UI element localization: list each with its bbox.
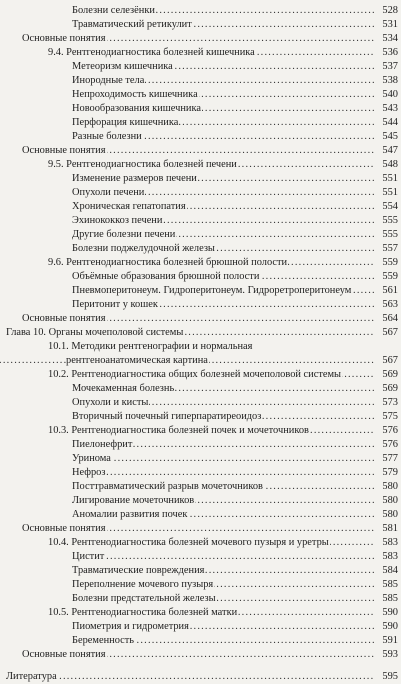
toc-entry-title: 10.4. Рентгенодиагностика болезней мочевого пузыря и уретры xyxy=(48,537,329,548)
toc-entry-page-number: 580 xyxy=(382,509,398,520)
toc-entry[interactable] xyxy=(0,158,401,172)
toc-entry[interactable] xyxy=(0,550,401,564)
toc-entry[interactable] xyxy=(0,270,401,284)
toc-entry-page-number: 595 xyxy=(382,671,398,682)
toc-entry[interactable] xyxy=(0,340,401,354)
toc-entry[interactable] xyxy=(0,88,401,102)
toc-entry[interactable] xyxy=(0,466,401,480)
toc-entry[interactable] xyxy=(0,648,401,662)
toc-entry-title: Пиелонефрит xyxy=(72,439,133,450)
toc-entry-title: Перитонит у кошек xyxy=(72,299,158,310)
toc-entry[interactable] xyxy=(0,312,401,326)
toc-entry[interactable] xyxy=(0,32,401,46)
toc-entry[interactable] xyxy=(0,354,401,368)
toc-entry[interactable] xyxy=(0,116,401,130)
toc-entry[interactable] xyxy=(0,382,401,396)
toc-entry-page-number: 551 xyxy=(382,187,398,198)
toc-entry-title: Болезни предстательной железы xyxy=(72,593,216,604)
toc-entry[interactable] xyxy=(0,620,401,634)
toc-entry-page-number: 576 xyxy=(382,439,398,450)
toc-entry-page-number: 569 xyxy=(382,383,398,394)
toc-entry[interactable] xyxy=(0,438,401,452)
toc-entry-page-number: 543 xyxy=(382,103,398,114)
toc-entry[interactable] xyxy=(0,410,401,424)
toc-entry-page-number: 567 xyxy=(382,327,398,338)
toc-entry-page-number: 564 xyxy=(382,313,398,324)
toc-entry-title: Другие болезни печени xyxy=(72,229,176,240)
toc-entry[interactable] xyxy=(0,452,401,466)
toc-entry-title: Посттравматический разрыв мочеточников xyxy=(72,481,263,492)
toc-entry-page-number: 559 xyxy=(382,271,398,282)
toc-entry-page-number: 551 xyxy=(382,173,398,184)
dot-leader xyxy=(72,550,375,564)
toc-entry-title: Пиометрия и гидрометрия xyxy=(72,621,189,632)
dot-leader xyxy=(72,452,375,466)
toc-entry-page-number: 584 xyxy=(382,565,398,576)
toc-entry-title: Новообразования кишечника xyxy=(72,103,201,114)
toc-entry-title: Опухоли и кисты xyxy=(72,397,149,408)
toc-entry-title: Основные понятия xyxy=(22,33,106,44)
toc-entry-title: 9.4. Рентгенодиагностика болезней кишечника xyxy=(48,47,255,58)
toc-entry-page-number: 545 xyxy=(382,131,398,142)
toc-entry-title: Непроходимость кишечника xyxy=(72,89,198,100)
toc-entry-page-number: 577 xyxy=(382,453,398,464)
toc-entry-page-number: 554 xyxy=(382,201,398,212)
toc-entry[interactable] xyxy=(0,46,401,60)
toc-entry-title: Изменение размеров печени xyxy=(72,173,197,184)
toc-entry-title: Глава 10. Органы мочеполовой системы xyxy=(6,327,184,338)
toc-entry-title: Вторичный почечный гиперпаратиреоидоз xyxy=(72,411,262,422)
toc-entry-title: Болезни селезёнки xyxy=(72,5,155,16)
toc-entry-title: 9.6. Рентгенодиагностика болезней брюшной полости xyxy=(48,257,288,268)
toc-entry-title: Опухоли печени xyxy=(72,187,145,198)
toc-entry[interactable] xyxy=(0,242,401,256)
toc-entry-title: 10.3. Рентгенодиагностика болезней почек и мочеточников xyxy=(48,425,309,436)
toc-entry[interactable] xyxy=(0,606,401,620)
toc-entry-title: Травматический ретикулит xyxy=(72,19,192,30)
toc-entry[interactable] xyxy=(0,284,401,298)
toc-entry[interactable] xyxy=(0,634,401,648)
toc-entry-page-number: 538 xyxy=(382,75,398,86)
toc-entry[interactable] xyxy=(0,172,401,186)
toc-entry-title: Перфорация кишечника xyxy=(72,117,179,128)
toc-entry-title: Основные понятия xyxy=(22,145,106,156)
toc-entry-page-number: 536 xyxy=(382,47,398,58)
toc-entry-page-number: 585 xyxy=(382,579,398,590)
toc-entry-title: Болезни поджелудочной железы xyxy=(72,243,215,254)
toc-entry-page-number: 531 xyxy=(382,19,398,30)
toc-entry-title: рентгеноанатомическая картина xyxy=(66,355,208,366)
toc-entry[interactable] xyxy=(0,228,401,242)
toc-entry[interactable] xyxy=(0,564,401,578)
toc-entry-title: Метеоризм кишечника xyxy=(72,61,173,72)
toc-entry-page-number: 593 xyxy=(382,649,398,660)
toc-entry[interactable] xyxy=(0,60,401,74)
toc-entry-title: Хроническая гепатопатия xyxy=(72,201,186,212)
toc-entry-title: Разные болезни xyxy=(72,131,142,142)
toc-entry-title: Литература xyxy=(6,671,57,682)
toc-entry-page-number: 580 xyxy=(382,495,398,506)
toc-entry[interactable] xyxy=(0,424,401,438)
toc-entry[interactable] xyxy=(0,368,401,382)
toc-entry-page-number: 591 xyxy=(382,635,398,646)
toc-entry[interactable] xyxy=(0,592,401,606)
toc-entry-page-number: 528 xyxy=(382,5,398,16)
toc-entry-title: Основные понятия xyxy=(22,649,106,660)
toc-entry[interactable] xyxy=(0,200,401,214)
dot-leader xyxy=(72,466,375,480)
toc-entry[interactable] xyxy=(0,522,401,536)
toc-entry-page-number: 585 xyxy=(382,593,398,604)
toc-entry-page-number: 575 xyxy=(382,411,398,422)
toc-entry[interactable] xyxy=(0,396,401,410)
toc-entry-page-number: 590 xyxy=(382,607,398,618)
toc-entry-page-number: 580 xyxy=(382,481,398,492)
toc-entry-page-number: 548 xyxy=(382,159,398,170)
toc-entry-page-number: 557 xyxy=(382,243,398,254)
toc-entry-title: 9.5. Рентгенодиагностика болезней печени xyxy=(48,159,237,170)
toc-entry-page-number: 581 xyxy=(382,523,398,534)
toc-entry-page-number: 561 xyxy=(382,285,398,296)
toc-entry-title: 10.1. Методики рентгенографии и нормальная xyxy=(48,341,253,352)
toc-entry[interactable] xyxy=(0,508,401,522)
toc-entry-page-number: 547 xyxy=(382,145,398,156)
toc-entry-title: Основные понятия xyxy=(22,313,106,324)
toc-entry-title: Пневмоперитонеум. Гидроперитонеум. Гидроретроперитонеум xyxy=(72,285,352,296)
toc-entry[interactable] xyxy=(0,494,401,508)
toc-entry[interactable] xyxy=(0,102,401,116)
toc-entry-page-number: 559 xyxy=(382,257,398,268)
toc-entry-title: Уринома xyxy=(72,453,111,464)
toc-entry[interactable] xyxy=(0,256,401,270)
toc-entry-title: Нефроз xyxy=(72,467,106,478)
toc-entry-page-number: 555 xyxy=(382,215,398,226)
table-of-contents xyxy=(0,4,401,684)
toc-entry[interactable] xyxy=(0,4,401,18)
toc-entry-page-number: 576 xyxy=(382,425,398,436)
toc-entry[interactable] xyxy=(0,326,401,340)
toc-entry-page-number: 583 xyxy=(382,551,398,562)
toc-entry-title: Основные понятия xyxy=(22,523,106,534)
toc-entry-title: Мочекаменная болезнь xyxy=(72,383,175,394)
toc-entry-page-number: 537 xyxy=(382,61,398,72)
toc-entry-page-number: 544 xyxy=(382,117,398,128)
toc-entry[interactable] xyxy=(0,186,401,200)
toc-entry-title: Цистит xyxy=(72,551,105,562)
toc-entry[interactable] xyxy=(0,298,401,312)
toc-entry-title: Инородные тела xyxy=(72,75,145,86)
toc-entry[interactable] xyxy=(0,214,401,228)
toc-entry[interactable] xyxy=(0,130,401,144)
toc-entry[interactable] xyxy=(0,480,401,494)
toc-entry[interactable] xyxy=(0,18,401,32)
toc-entry-page-number: 567 xyxy=(382,355,398,366)
toc-entry-page-number: 590 xyxy=(382,621,398,632)
toc-entry-title: Переполнение мочевого пузыря xyxy=(72,579,214,590)
toc-entry-title: Аномалии развития почек xyxy=(72,509,188,520)
toc-entry-page-number: 555 xyxy=(382,229,398,240)
toc-entry-page-number: 569 xyxy=(382,369,398,380)
toc-entry[interactable] xyxy=(0,74,401,88)
toc-entry-page-number: 534 xyxy=(382,33,398,44)
toc-entry-page-number: 579 xyxy=(382,467,398,478)
toc-entry[interactable] xyxy=(0,144,401,158)
toc-entry-title: 10.2. Рентгенодиагностика общих болезней мочеполовой системы xyxy=(48,369,342,380)
toc-entry-title: Беременность xyxy=(72,635,135,646)
toc-entry-title: Эхинококкоз печени xyxy=(72,215,163,226)
toc-entry-title: Травматические повреждения xyxy=(72,565,205,576)
toc-entry[interactable] xyxy=(0,536,401,550)
toc-entry-page-number: 583 xyxy=(382,537,398,548)
toc-entry-page-number: 573 xyxy=(382,397,398,408)
toc-entry-page-number: 540 xyxy=(382,89,398,100)
toc-entry-page-number: 563 xyxy=(382,299,398,310)
toc-entry-title: 10.5. Рентгенодиагностика болезней матки xyxy=(48,607,238,618)
dot-leader xyxy=(6,670,375,684)
toc-entry[interactable] xyxy=(0,670,401,684)
toc-entry-title: Лигирование мочеточников xyxy=(72,495,195,506)
toc-gap xyxy=(0,662,401,670)
toc-entry-title: Объёмные образования брюшной полости xyxy=(72,271,260,282)
